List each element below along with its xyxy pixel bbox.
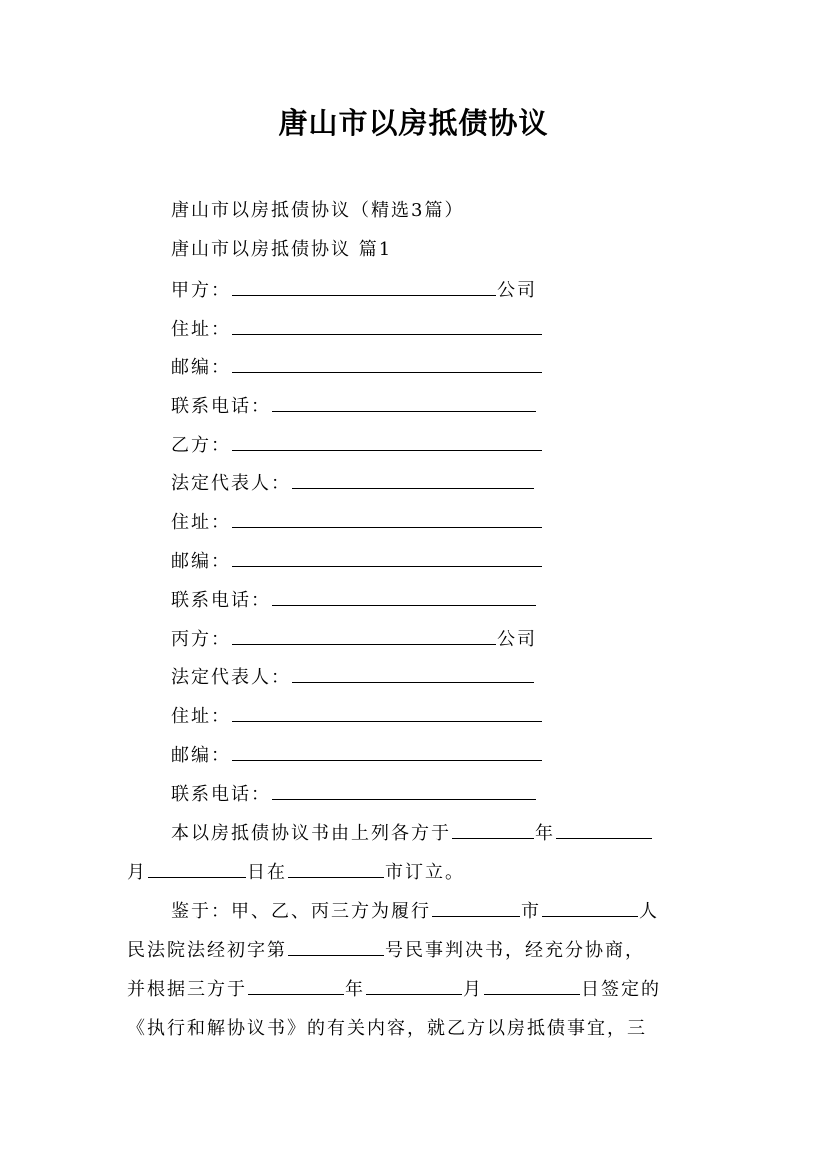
phone-line-1 — [171, 393, 537, 419]
address-line-1 — [171, 316, 543, 342]
postcode-line-3 — [171, 742, 543, 768]
document-title: 唐山市以房抵债协议 — [278, 106, 549, 140]
para2-text-5: 号民事判决书，经充分协商， — [385, 940, 645, 961]
party-c-line — [171, 626, 537, 652]
address-label-1: 住址： — [171, 319, 231, 340]
paragraph-row — [127, 970, 703, 1009]
party-c-suffix: 公司 — [497, 629, 537, 650]
phone-label-3: 联系电话： — [171, 784, 271, 805]
para2-text-1: 鉴于：甲、乙、丙三方为履行 — [171, 901, 431, 922]
party-a-suffix: 公司 — [497, 280, 537, 301]
address-line-2 — [171, 509, 543, 535]
legal-rep-c-label: 法定代表人： — [171, 667, 291, 688]
para2-text-3: 人 — [639, 901, 659, 922]
postcode-label-1: 邮编： — [171, 357, 231, 378]
party-c-blank[interactable] — [232, 626, 496, 645]
party-a-blank[interactable] — [232, 277, 496, 296]
legal-rep-c-blank[interactable] — [292, 664, 534, 683]
party-a-line — [171, 277, 537, 303]
party-c-label: 丙方： — [171, 629, 231, 650]
paragraph-row — [127, 1009, 703, 1048]
address-label-3: 住址： — [171, 706, 231, 727]
legal-rep-b-label: 法定代表人： — [171, 473, 291, 494]
postcode-line-2 — [171, 548, 543, 574]
para1-text-4: 日在 — [247, 862, 287, 883]
paragraph-signing — [127, 814, 703, 892]
para1-text-3: 月 — [127, 862, 147, 883]
paragraph-row — [127, 892, 703, 931]
address-line-3 — [171, 703, 543, 729]
paragraph-whereas — [127, 892, 703, 1048]
party-b-line — [171, 432, 543, 458]
legal-rep-b-blank[interactable] — [292, 470, 534, 489]
phone-blank-3[interactable] — [272, 781, 536, 800]
phone-line-2 — [171, 587, 537, 613]
city-blank[interactable] — [288, 859, 384, 878]
address-blank-1[interactable] — [232, 316, 542, 335]
para1-text-1: 本以房抵债协议书由上列各方于 — [171, 823, 451, 844]
phone-label-2: 联系电话： — [171, 590, 271, 611]
phone-label-1: 联系电话： — [171, 396, 271, 417]
party-b-label: 乙方： — [171, 435, 231, 456]
day-blank[interactable] — [148, 859, 246, 878]
party-b-blank[interactable] — [232, 432, 542, 451]
party-a-label: 甲方： — [171, 280, 231, 301]
legal-rep-b-line — [171, 470, 535, 496]
para2-text-7: 年 — [345, 979, 365, 1000]
year-blank[interactable] — [452, 820, 534, 839]
address-label-2: 住址： — [171, 512, 231, 533]
postcode-blank-1[interactable] — [232, 354, 542, 373]
para2-text-4: 民法院法经初字第 — [127, 940, 287, 961]
paragraph-row — [127, 814, 703, 853]
case-number-blank[interactable] — [288, 937, 384, 956]
paragraph-row — [127, 853, 703, 892]
postcode-label-3: 邮编： — [171, 745, 231, 766]
agreement-year-blank[interactable] — [248, 976, 344, 995]
month-blank-pre[interactable] — [556, 820, 652, 839]
court-name-blank[interactable] — [542, 898, 638, 917]
court-city-blank[interactable] — [432, 898, 520, 917]
document-subtitle: 唐山市以房抵债协议（精选3篇） — [171, 200, 465, 221]
paragraph-row — [127, 931, 703, 970]
para1-text-5: 市订立。 — [385, 862, 465, 883]
para2-text-8: 月 — [463, 979, 483, 1000]
para2-text-9: 日签定的 — [581, 979, 661, 1000]
agreement-month-blank[interactable] — [366, 976, 462, 995]
phone-blank-2[interactable] — [272, 587, 536, 606]
address-blank-3[interactable] — [232, 703, 542, 722]
postcode-blank-2[interactable] — [232, 548, 542, 567]
phone-blank-1[interactable] — [272, 393, 536, 412]
phone-line-3 — [171, 781, 537, 807]
address-blank-2[interactable] — [232, 509, 542, 528]
legal-rep-c-line — [171, 664, 535, 690]
postcode-label-2: 邮编： — [171, 551, 231, 572]
para1-text-2: 年 — [535, 823, 555, 844]
agreement-day-blank[interactable] — [484, 976, 580, 995]
para2-text-2: 市 — [521, 901, 541, 922]
postcode-line-1 — [171, 354, 543, 380]
postcode-blank-3[interactable] — [232, 742, 542, 761]
section-heading: 唐山市以房抵债协议 篇1 — [171, 239, 393, 260]
para2-text-10: 《执行和解协议书》的有关内容，就乙方以房抵债事宜，三 — [127, 1018, 647, 1039]
para2-text-6: 并根据三方于 — [127, 979, 247, 1000]
